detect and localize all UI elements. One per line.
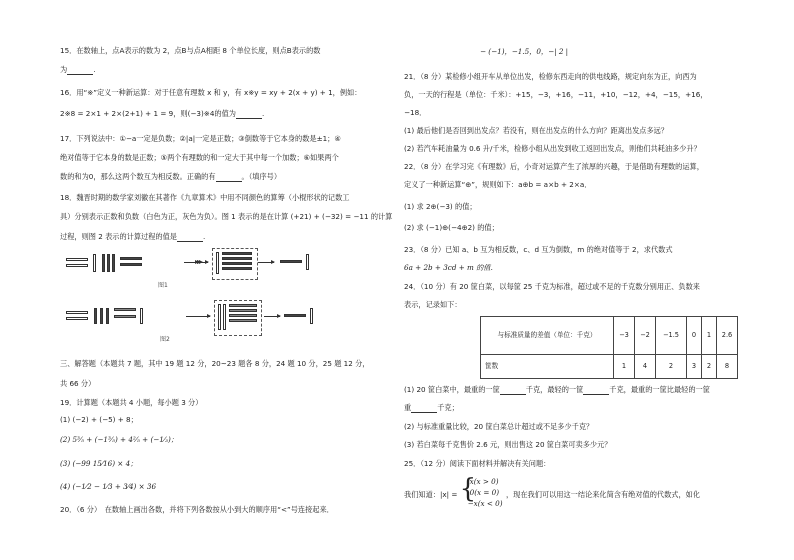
figure-1-result bbox=[260, 248, 330, 278]
rod bbox=[106, 308, 109, 324]
q23-line1: 23．（8 分）已知 a、b 互为相反数，c、d 互为倒数，m 的绝对值等于 2，求代数式 bbox=[404, 245, 673, 254]
q22-line2: 定义了一种新运算“⊕”，规则如下：a⊕b = a×b + 2×a． bbox=[404, 180, 592, 189]
table-cell: 4 bbox=[635, 355, 656, 379]
q19-3: (3) (−99 15⁄16) × 4； bbox=[60, 459, 138, 468]
q19-1: (1) (−2) + (−5) + 8； bbox=[60, 415, 138, 424]
case-negative: −x(x < 0) bbox=[467, 499, 503, 508]
table-cell: 1 bbox=[614, 355, 635, 379]
q18-line1: 18．魏晋时期的数学家刘徽在其著作《九章算术》中用不同颜色的算筹（小棍形状的记数工 bbox=[60, 193, 350, 202]
q24-lightest-blank[interactable] bbox=[583, 387, 609, 395]
q25-line1: 我们知道：|x| = { x(x > 0) 0(x = 0) −x(x < 0) ，现在我们可以用这一结论来化简含有绝对值的代数式，如化 bbox=[404, 474, 701, 508]
rod bbox=[66, 258, 88, 261]
rod bbox=[94, 308, 97, 324]
q24-heaviest-blank[interactable] bbox=[500, 387, 526, 395]
q24-diff-blank[interactable] bbox=[411, 405, 437, 413]
q20-number-list: − (−1)，−1.5，0，−| 2 | bbox=[480, 47, 569, 56]
q17-answer-blank[interactable] bbox=[216, 174, 242, 182]
q24-line2: 表示，记录如下： bbox=[404, 300, 462, 309]
table-cell: 2.6 bbox=[717, 317, 738, 355]
arrow bbox=[264, 316, 280, 317]
table-cell: −2 bbox=[635, 317, 656, 355]
q22-line1: 22．（8 分）在学习完《有理数》后，小奇对运算产生了浓厚的兴趣，于是借助有理数的运算， bbox=[404, 162, 704, 171]
fig1-caption: 图1 bbox=[158, 282, 168, 289]
rod bbox=[114, 308, 136, 311]
table-row bbox=[481, 355, 738, 379]
rod bbox=[222, 262, 252, 265]
rod bbox=[216, 252, 219, 274]
rod bbox=[280, 260, 302, 263]
figure-2 bbox=[60, 300, 330, 346]
rod bbox=[93, 254, 96, 272]
rod bbox=[112, 254, 115, 272]
rod bbox=[223, 304, 226, 330]
piecewise-abs bbox=[459, 474, 504, 508]
q17-line2: 绝对值等于它本身的数是正数；⑤两个有理数的和一定大于其中每一个加数；⑥如果两个 bbox=[60, 153, 339, 162]
rod bbox=[102, 254, 105, 272]
rod bbox=[222, 267, 252, 270]
rod bbox=[114, 315, 136, 318]
rod bbox=[120, 263, 142, 266]
rod bbox=[229, 304, 257, 307]
q21-part1: (1) 最后他们是否回到出发点？若没有，则在出发点的什么方向？距离出发点多远？ bbox=[404, 126, 669, 135]
table-cell: −1.5 bbox=[656, 317, 687, 355]
q24-line1: 24．（10 分）有 20 筐白菜，以每筐 25 千克为标准，超过或不足的千克数分别用正、负数来 bbox=[404, 282, 700, 291]
rod bbox=[284, 314, 306, 317]
q23-line2: 6a + 2b + 3cd + m 的值． bbox=[404, 263, 498, 272]
q18-line2: 具）分别表示正数和负数（白色为正，灰色为负）。图 1 表示的是在计算 (+21) + (−32) = −11 的计算 bbox=[60, 212, 393, 221]
q21-line2: 负，一天的行程是（单位：千米）：+15，−3，+16，−11，+10，−12，+4，−15，+16， bbox=[404, 90, 708, 99]
rod bbox=[140, 308, 143, 324]
q17-line3: 数的和为0，那么这两个数互为相反数。正确的有 。（填序号） bbox=[60, 172, 282, 181]
q24-part1-line2: 重 千克； bbox=[404, 403, 459, 412]
q20: 20．（6 分） 在数轴上画出各数，并将下列各数按从小到大的顺序用“<”号连接起来． bbox=[60, 505, 334, 514]
rod bbox=[222, 252, 252, 255]
rod bbox=[66, 311, 88, 314]
table-cell: 2 bbox=[656, 355, 687, 379]
section-3-line1: 三、解答题（本题共 7 题，其中 19 题 12 分，20~23 题各 8 分，24 题 10 分，25 题 12 分， bbox=[60, 359, 370, 368]
arrow bbox=[186, 316, 210, 317]
q24-part2: (2) 与标准重量比较，20 筐白菜总计超过或不足多少千克？ bbox=[404, 422, 594, 431]
rod bbox=[222, 257, 252, 260]
table-cell: 1 bbox=[702, 317, 717, 355]
q17-line1: 17．下列说法中：①−a一定是负数；②|a|一定是正数；③倒数等于它本身的数是±1；④ bbox=[60, 134, 341, 143]
rod bbox=[66, 264, 88, 267]
rod bbox=[229, 314, 257, 317]
rod bbox=[120, 257, 142, 260]
table-row bbox=[481, 317, 738, 355]
rod bbox=[306, 254, 309, 270]
q19-4: (4) (−1⁄2 − 1⁄3 + 3⁄4) × 36 bbox=[60, 482, 157, 491]
table-head-diff: 与标准质量的差值（单位：千克） bbox=[481, 317, 614, 355]
q21-line3: −18． bbox=[404, 108, 427, 117]
q24-part1-line1: (1) 20 筐白菜中，最重的一筐 千克，最轻的一筐 千克，最重的一筐比最轻的一筐 bbox=[404, 385, 710, 394]
table-cell: 2 bbox=[702, 355, 717, 379]
figure-1 bbox=[60, 248, 280, 290]
q21-line1: 21．（8 分）某检修小组开车从单位出发，检修东西走向的供电线路，规定向东为正，向西为 bbox=[404, 72, 697, 81]
table-cell: −3 bbox=[614, 317, 635, 355]
q19-title: 19．计算题（本题共 4 小题，每小题 3 分） bbox=[60, 398, 203, 407]
rod bbox=[229, 319, 257, 322]
q15-line2: 为 . bbox=[60, 65, 96, 74]
table-cell: 8 bbox=[717, 355, 738, 379]
rod bbox=[66, 317, 88, 320]
fig2-caption: 图2 bbox=[160, 336, 170, 343]
section-3-line2: 共 66 分） bbox=[60, 379, 96, 388]
q15-line1: 15．在数轴上，点A表示的数为 2，点B与点A相距 8 个单位长度，则点B表示的数 bbox=[60, 46, 321, 55]
q24-table bbox=[480, 316, 738, 379]
q16-line1: 16．用“※”定义一种新运算：对于任意有理数 x 和 y，有 x※y = xy + 2(x + y) + 1，例如： bbox=[60, 88, 362, 97]
table-cell: 0 bbox=[687, 317, 702, 355]
arrow bbox=[258, 262, 274, 263]
q18-line3: 过程，则图 2 表示的计算过程的值是 . bbox=[60, 232, 206, 241]
q22-part2: (2) 求 (−1)⊕(−4⊕2) 的值； bbox=[404, 223, 499, 232]
case-zero: 0(x = 0) bbox=[469, 488, 500, 497]
table-head-count: 筐数 bbox=[481, 355, 614, 379]
left-brace-icon: { bbox=[459, 474, 477, 504]
q15-answer-blank[interactable] bbox=[67, 67, 93, 75]
q16-line2: 2※8 = 2×1 + 2×(2+1) + 1 = 9，则(−3)※4的值为 . bbox=[60, 109, 265, 118]
case-positive: x(x > 0) bbox=[469, 477, 499, 486]
rod bbox=[107, 254, 110, 272]
rod bbox=[218, 304, 221, 330]
q19-2: (2) 5³⁄₅ + (−1³⁄₅) + 4²⁄₅ + (−1⁄₃)； bbox=[60, 435, 178, 444]
q22-part1: (1) 求 2⊕(−3) 的值； bbox=[404, 202, 477, 211]
rod bbox=[100, 308, 103, 324]
q21-part2: (2) 若汽车耗油量为 0.6 升/千米，检修小组从出发到收工返回出发点，则他们共耗油多少升？ bbox=[404, 144, 701, 153]
table-cell: 3 bbox=[687, 355, 702, 379]
rod bbox=[310, 308, 313, 324]
q24-part3: (3) 若白菜每千克售价 2.6 元，则出售这 20 筐白菜可卖多少元？ bbox=[404, 440, 612, 449]
q16-answer-blank[interactable] bbox=[236, 111, 262, 119]
q25-title: 25．（12 分）阅读下面材料并解决有关问题： bbox=[404, 459, 551, 468]
rod bbox=[229, 309, 257, 312]
q18-answer-blank[interactable] bbox=[177, 234, 203, 242]
